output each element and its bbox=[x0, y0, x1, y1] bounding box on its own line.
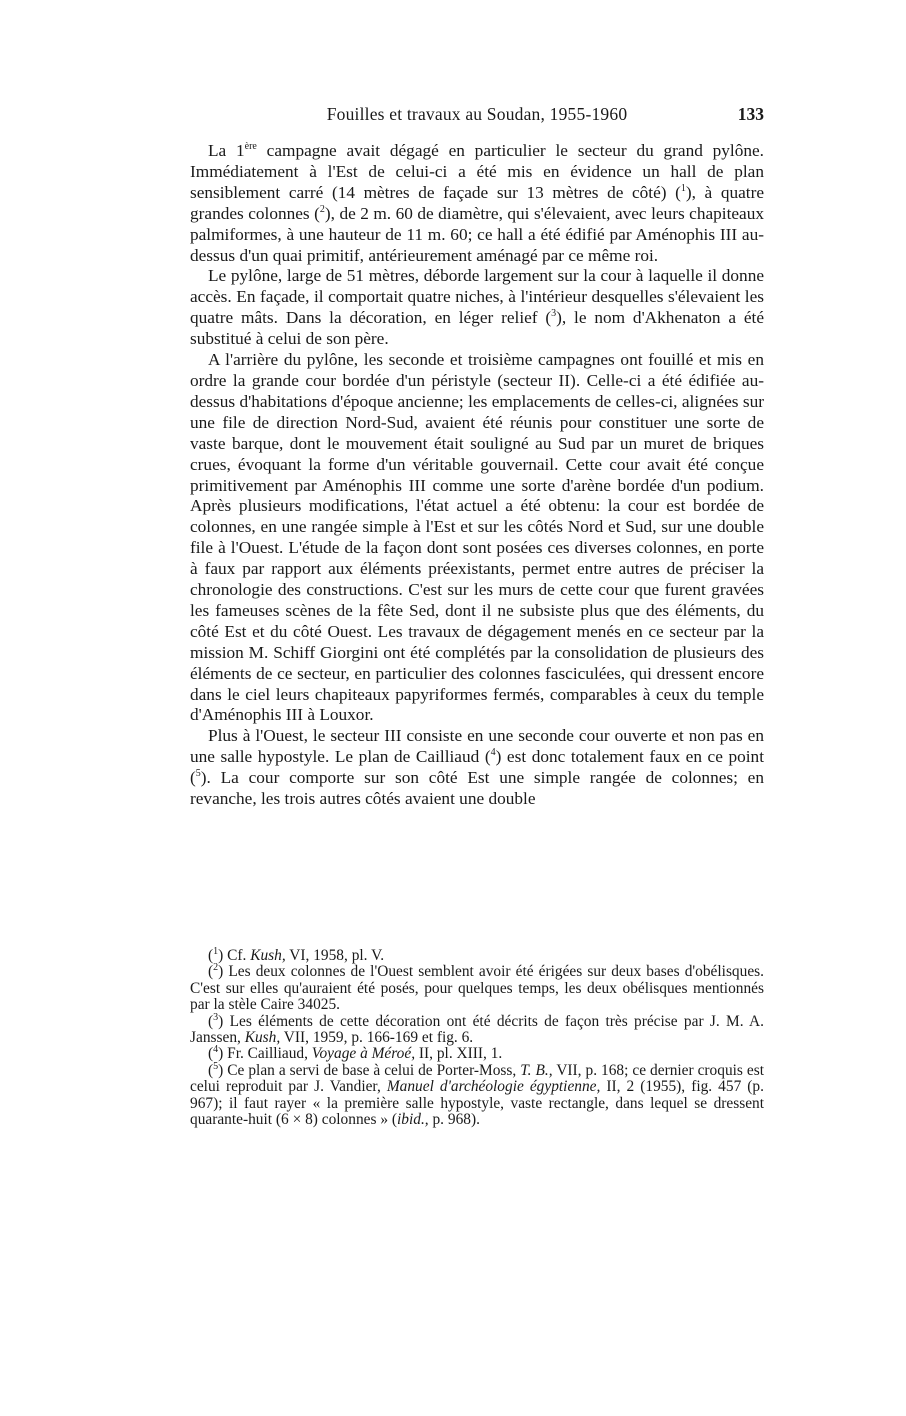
footnote-ref: 1 bbox=[680, 183, 686, 195]
superscript: ère bbox=[244, 141, 257, 153]
italic-run: ibid., bbox=[397, 1111, 429, 1129]
footnote-ref: 4 bbox=[490, 747, 496, 759]
text-run: Plus à l'Ouest, le secteur III consiste en une seconde cour ouverte et non pas en une salle hypostyle. Le plan de Cailliaud ( bbox=[190, 726, 764, 767]
footnote-1: ($^1$) Cf. Kush, VI, 1958, pl. V. bbox=[208, 945, 385, 964]
paragraph-2 bbox=[190, 266, 764, 350]
text-run: ), de 2 m. 60 de diamètre, qui s'élevaient, avec leurs chapiteaux palmiformes, à une hauteur de 11 m. 60; ce hall a été édifié par Aménophis III au-dessus d'un quai primitif, antérieurement aménagé par ce même roi. bbox=[190, 203, 764, 265]
footnote-mark: 5 bbox=[213, 1060, 219, 1072]
page-number: 133 bbox=[737, 104, 764, 124]
footnote-3: ($^3$) Les éléments de cette décoration ont été décrits de façon très précise par J. M. A. Janssen, Kush, VII, 1959, p. 166-169 et fig. 6. bbox=[190, 1011, 764, 1047]
text-run: Les éléments de cette décoration ont été décrits de façon très précise par J. M. A. Janssen, bbox=[190, 1012, 764, 1047]
footnote-mark: 3 bbox=[213, 1011, 219, 1023]
text-run: ), à quatre grandes colonnes ( bbox=[190, 182, 764, 223]
italic-run: Kush, bbox=[250, 947, 286, 964]
page-header bbox=[190, 104, 764, 128]
footnote-ref: 3 bbox=[551, 308, 557, 320]
footnote-mark: 4 bbox=[213, 1044, 219, 1056]
italic-run: Manuel d'archéologie égyptienne, bbox=[386, 1078, 601, 1096]
italic-run: Voyage à Méroé, bbox=[311, 1045, 416, 1063]
footnote-mark: 1 bbox=[213, 945, 219, 957]
text-run: VII, 1959, p. 166-169 et fig. 6. bbox=[280, 1029, 474, 1047]
italic-run: T. B., bbox=[520, 1061, 553, 1079]
text-run: ) est donc totalement faux en ce point ( bbox=[190, 747, 764, 788]
text-run: VII, p. 168; ce dernier croquis est celui reproduit par J. Vandier, bbox=[190, 1061, 764, 1096]
footnote-ref: 5 bbox=[195, 768, 201, 780]
text-run: II, pl. XIII, 1. bbox=[415, 1045, 503, 1063]
italic-run: Kush, bbox=[244, 1029, 281, 1047]
text-run: ). La cour comporte sur son côté Est une simple rangée de colonnes; en revanche, les trois autres côtés avaient une double bbox=[190, 768, 764, 809]
paragraph-1 bbox=[190, 141, 764, 266]
text-run: Ce plan a servi de base à celui de Porter-Moss, bbox=[223, 1061, 521, 1079]
text-run: Les deux colonnes de l'Ouest semblent avoir été érigées sur deux bases d'obélisques. C'est sur elles qu'auraient été posés, pour quelques temps, les deux obélisques mentionnés par la stèle Caire 34025. bbox=[190, 963, 764, 1014]
text-run: II, 2 (1955), fig. 457 (p. 967); il faut rayer « la première salle hypostyle, vaste rectangle, dans lequel se dressent quarante-huit (6 × 8) colonnes » ( bbox=[190, 1078, 764, 1129]
footnote-5: ($^5$) Ce plan a servi de base à celui de Porter-Moss, T. B., VII, p. 168; ce dernier croquis est celui reproduit par J. Vandier, Manuel d'archéologie égyptienne, II, 2 (1955), fig. 457 (p. 967); il faut rayer « la première salle hypostyle, vaste rectangle, dans lequel se dressent quarante-huit (6 × 8) colonnes » (ibid., p. 968). bbox=[190, 1060, 764, 1129]
footnote-4: ($^4$) Fr. Cailliaud, Voyage à Méroé, II, pl. XIII, 1. bbox=[208, 1044, 503, 1063]
text-run: ), le nom d'Akhenaton a été substitué à celui de son père. bbox=[190, 308, 764, 349]
footnote-mark: 2 bbox=[213, 962, 219, 974]
text-run: Le pylône, large de 51 mètres, déborde largement sur la cour à laquelle il donne accès. En façade, il comportait quatre niches, à l'intérieur desquelles s'élevaient les quatre mâts. Dans la décoration, en léger relief ( bbox=[190, 266, 764, 328]
text-run: Cf. bbox=[223, 947, 251, 964]
paragraph-4 bbox=[190, 726, 764, 810]
footnotes bbox=[190, 945, 764, 1129]
text-run: VI, 1958, pl. V. bbox=[285, 947, 385, 964]
running-title: Fouilles et travaux au Soudan, 1955-1960 bbox=[326, 104, 628, 124]
text-run: campagne avait dégagé en particulier le secteur du grand pylône. Immédiatement à l'Est de celui-ci a été mis en évidence un hall de plan sensiblement carré (14 mètres de façade sur 13 mètres de côté) ( bbox=[190, 141, 765, 202]
paragraph-3: A l'arrière du pylône, les seconde et troisième campagnes ont fouillé et mis en ordre la grande cour bordée d'un péristyle (secteur II). Celle-ci a été édifiée au-dessus d'habitations d'époque ancienne; les emplacements de celles-ci, alignées sur une file de direction Nord-Sud, avaient été réunis pour constituer une sorte de vaste barque, dont le mouvement était souligné au Sud par un muret de briques crues, évoquant la forme d'un véritable gouvernail. Cette cour avait été conçue primitivement par Aménophis III comme une sorte d'arène bordée d'un podium. Après plusieurs modifications, l'état actuel a été obtenu: la cour est bordée de colonnes, en une rangée simple à l'Est et sur les côtés Nord et Sud, sur une double file à l'Ouest. L'étude de la façon dont sont posées ces diverses colonnes, en porte à faux par rapport aux éléments préexistants, permet entre autres de préciser la chronologie des constructions. C'est sur les murs de cette cour que furent gravées les fameuses scènes de la fête Sed, dont il ne subsiste plus que des éléments, du côté Est et du côté Ouest. Les travaux de dégagement menés en ce secteur par la mission M. Schiff Giorgini ont été complétés par la consolidation de plusieurs des éléments de ce secteur, en particulier des colonnes fasciculées, qui dressent encore dans le ciel leurs chapiteaux papyriformes fermés, comparables à ceux du temple d'Aménophis III à Louxor. bbox=[190, 350, 764, 725]
footnote-ref: 2 bbox=[319, 203, 325, 215]
text-run: p. 968). bbox=[428, 1111, 480, 1129]
text-run: La 1 bbox=[208, 141, 245, 160]
text-run: Fr. Cailliaud, bbox=[223, 1045, 312, 1063]
footnote-2: ($^2$) Les deux colonnes de l'Ouest semblent avoir été érigées sur deux bases d'obélisques. C'est sur elles qu'auraient été posés, pour quelques temps, les deux obélisques mentionnés par la stèle Caire 34025. bbox=[190, 962, 764, 1014]
main-text bbox=[190, 141, 764, 810]
